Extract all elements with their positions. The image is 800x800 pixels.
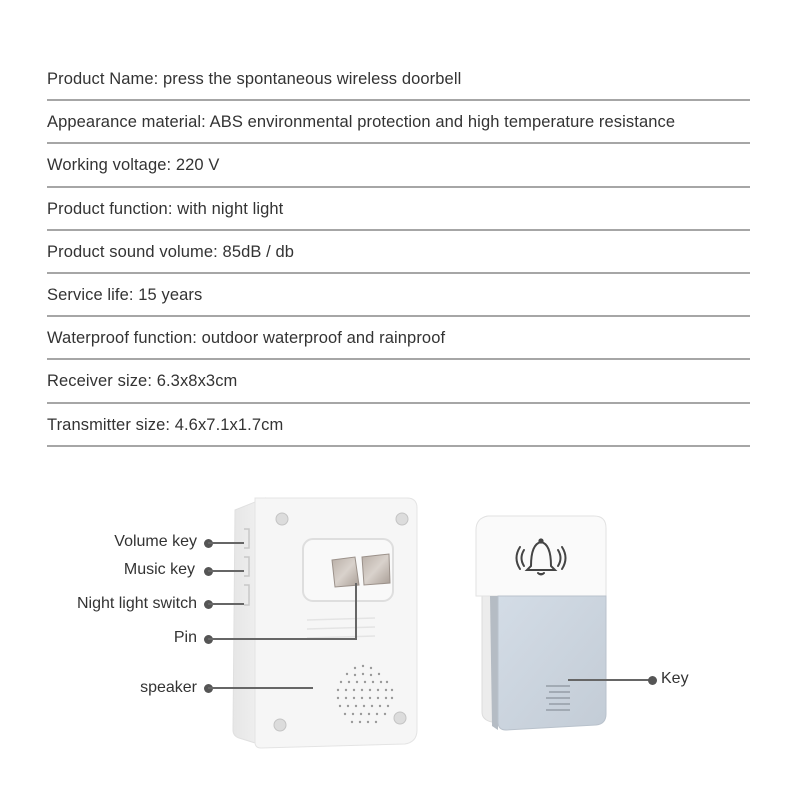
callout-line-pin-vertical: [355, 583, 357, 639]
callout-line-music-key: [208, 570, 244, 572]
transmitter-unit-image: [470, 508, 610, 738]
callout-key: Key: [661, 670, 689, 687]
callout-line-pin: [208, 638, 357, 640]
callout-music-key: Music key: [123, 561, 195, 578]
callout-night-light-switch: Night light switch: [76, 595, 197, 612]
callout-volume-key: Volume key: [114, 533, 197, 550]
spec-row-receiver-size: Receiver size: 6.3x8x3cm: [47, 360, 750, 403]
receiver-unit-image: [225, 492, 425, 752]
callout-line-key: [568, 679, 650, 681]
spec-row-appearance-material: Appearance material: ABS environmental protection and high temperature resistance: [47, 101, 750, 144]
product-diagram: [0, 480, 800, 800]
spec-row-transmitter-size: Transmitter size: 4.6x7.1x1.7cm: [47, 404, 750, 447]
spec-row-sound-volume: Product sound volume: 85dB / db: [47, 231, 750, 274]
spec-row-product-function: Product function: with night light: [47, 188, 750, 231]
spec-row-product-name: Product Name: press the spontaneous wireless doorbell: [47, 58, 750, 101]
callout-pin: Pin: [173, 629, 197, 646]
callout-line-night-light-switch: [208, 603, 244, 605]
callout-speaker: speaker: [140, 679, 197, 696]
callout-line-volume-key: [208, 542, 244, 544]
spec-row-waterproof-function: Waterproof function: outdoor waterproof and rainproof: [47, 317, 750, 360]
spec-list: [47, 58, 750, 447]
spec-row-service-life: Service life: 15 years: [47, 274, 750, 317]
spec-row-working-voltage: Working voltage: 220 V: [47, 144, 750, 187]
callout-line-speaker: [208, 687, 313, 689]
callout-dot-key: [648, 676, 657, 685]
